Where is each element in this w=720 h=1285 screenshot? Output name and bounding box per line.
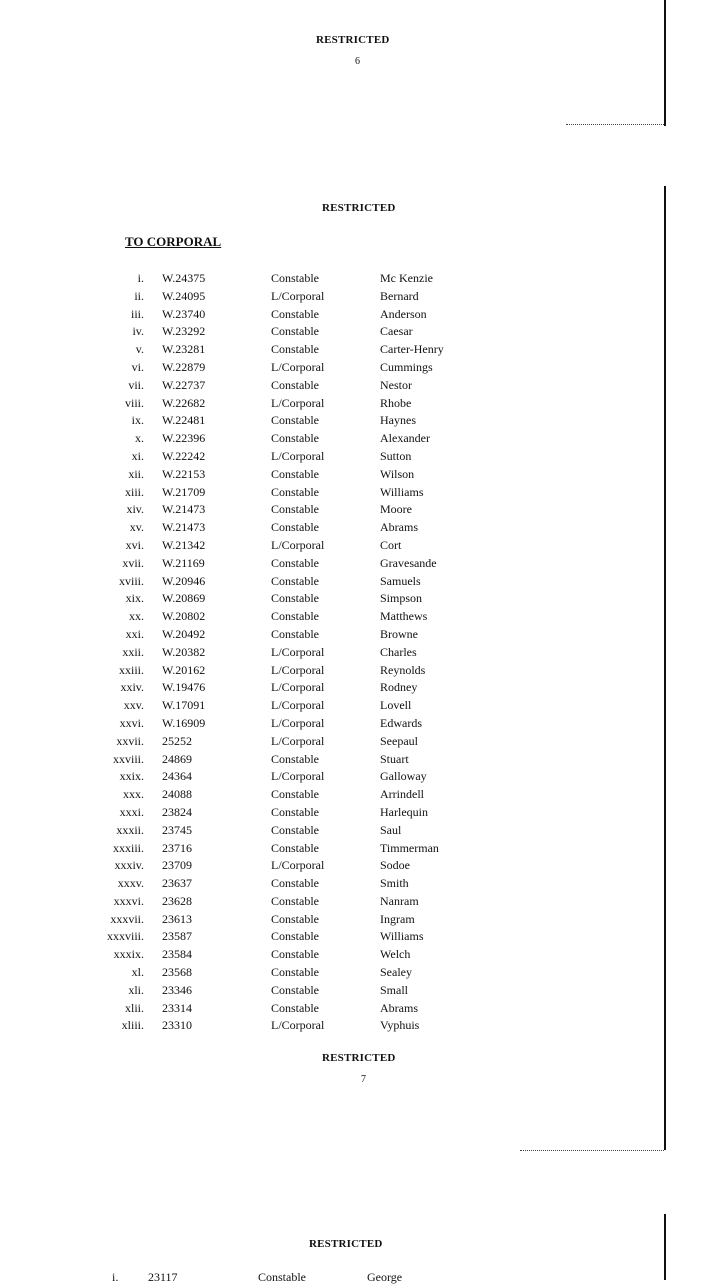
list-item xyxy=(0,946,720,964)
rank: L/Corporal xyxy=(271,395,325,410)
partial-row-name: George xyxy=(367,1270,403,1284)
rank: L/Corporal xyxy=(271,359,325,374)
list-item xyxy=(0,928,720,946)
list-item xyxy=(0,573,720,591)
service-number: W.24095 xyxy=(162,288,206,303)
list-item xyxy=(0,501,720,519)
surname: Sutton xyxy=(380,448,412,463)
surname: Rodney xyxy=(380,680,418,695)
service-number: 23584 xyxy=(162,947,192,962)
row-number: xliii. xyxy=(121,1018,144,1033)
row-number: xxxiv. xyxy=(114,858,144,873)
rank: Constable xyxy=(271,413,319,428)
row-number: ix. xyxy=(131,413,144,428)
service-number: 25252 xyxy=(162,733,192,748)
surname: Ingram xyxy=(380,911,415,926)
list-item xyxy=(0,590,720,608)
rank: Constable xyxy=(271,947,319,962)
rank: Constable xyxy=(271,502,319,517)
service-number: 23745 xyxy=(162,822,192,837)
partial-row-num: i. xyxy=(112,1270,119,1284)
service-number: W.21169 xyxy=(162,555,205,570)
service-number: W.21473 xyxy=(162,502,206,517)
list-item xyxy=(0,893,720,911)
list-item xyxy=(0,804,720,822)
surname: Haynes xyxy=(380,413,416,428)
list-item xyxy=(0,377,720,395)
row-number: xxix. xyxy=(119,769,144,784)
row-number: xxii. xyxy=(122,644,144,659)
rank: Constable xyxy=(271,591,319,606)
rank: Constable xyxy=(271,1000,319,1015)
scan-artifact xyxy=(520,1150,664,1152)
service-number: W.22396 xyxy=(162,431,206,446)
section-title: TO CORPORAL xyxy=(125,234,222,249)
list-item xyxy=(0,306,720,324)
list-item xyxy=(0,341,720,359)
list-item xyxy=(0,626,720,644)
rank: Constable xyxy=(271,609,319,624)
service-number: 24088 xyxy=(162,787,192,802)
row-number: xi. xyxy=(131,448,144,463)
surname: Smith xyxy=(380,876,409,891)
service-number: W.23281 xyxy=(162,342,206,357)
list-item xyxy=(0,608,720,626)
row-number: xxxiii. xyxy=(112,840,144,855)
rank: L/Corporal xyxy=(271,537,325,552)
surname: Abrams xyxy=(380,1000,418,1015)
list-item xyxy=(0,662,720,680)
row-number: xxviii. xyxy=(112,751,144,766)
list-item xyxy=(0,786,720,804)
surname: Harlequin xyxy=(380,804,428,819)
surname: Vyphuis xyxy=(380,1018,420,1033)
row-number: xvii. xyxy=(122,555,144,570)
rank: L/Corporal xyxy=(271,733,325,748)
surname: Timmerman xyxy=(380,840,439,855)
rank: L/Corporal xyxy=(271,715,325,730)
service-number: W.24375 xyxy=(162,271,206,285)
surname: Saul xyxy=(380,822,402,837)
service-number: 23637 xyxy=(162,876,192,891)
list-item xyxy=(0,484,720,502)
rank: Constable xyxy=(271,573,319,588)
list-item xyxy=(0,537,720,555)
surname: Rhobe xyxy=(380,395,412,410)
rank: L/Corporal xyxy=(271,698,325,713)
service-number: 23587 xyxy=(162,929,192,944)
surname: Lovell xyxy=(380,698,412,713)
service-number: W.20802 xyxy=(162,609,206,624)
surname: Anderson xyxy=(380,306,427,321)
rank: Constable xyxy=(271,965,319,980)
list-item xyxy=(0,697,720,715)
scan-artifact xyxy=(566,124,664,126)
service-number: W.21342 xyxy=(162,537,206,552)
service-number: 23628 xyxy=(162,893,192,908)
service-number: 23613 xyxy=(162,911,192,926)
service-number: W.16909 xyxy=(162,715,206,730)
service-number: W.21709 xyxy=(162,484,206,499)
list-item xyxy=(0,768,720,786)
rank: Constable xyxy=(271,431,319,446)
list-item xyxy=(0,964,720,982)
page-header: RESTRICTED xyxy=(322,202,396,214)
rank: L/Corporal xyxy=(271,680,325,695)
surname: Galloway xyxy=(380,769,427,784)
service-number: W.20869 xyxy=(162,591,206,606)
row-number: iv. xyxy=(132,324,144,339)
row-number: vi. xyxy=(131,359,144,374)
list-item xyxy=(0,1000,720,1018)
service-number: W.23740 xyxy=(162,306,206,321)
row-number: xx. xyxy=(129,609,144,624)
rank: Constable xyxy=(271,840,319,855)
row-number: xvi. xyxy=(125,537,144,552)
rank: Constable xyxy=(271,466,319,481)
rank: Constable xyxy=(271,626,319,641)
service-number: 24869 xyxy=(162,751,192,766)
rank: L/Corporal xyxy=(271,288,325,303)
service-number: 23709 xyxy=(162,858,192,873)
list-item xyxy=(0,395,720,413)
surname: Charles xyxy=(380,644,417,659)
row-number: xxxvi. xyxy=(113,893,144,908)
list-item xyxy=(0,1017,720,1035)
row-number: x. xyxy=(135,431,144,446)
rank: Constable xyxy=(271,377,319,392)
surname: Edwards xyxy=(380,715,422,730)
surname: Carter-Henry xyxy=(380,342,444,357)
row-number: xxxvii. xyxy=(110,911,144,926)
surname: Nanram xyxy=(380,893,419,908)
rank: Constable xyxy=(271,876,319,891)
surname: Reynolds xyxy=(380,662,426,677)
service-number: 24364 xyxy=(162,769,192,784)
row-number: xxiv. xyxy=(120,680,144,695)
list-item xyxy=(0,822,720,840)
list-item xyxy=(0,448,720,466)
row-number: vii. xyxy=(128,377,144,392)
row-number: xxi. xyxy=(125,626,144,641)
row-number: xviii. xyxy=(118,573,144,588)
row-number: v. xyxy=(135,342,144,357)
row-number: xxv. xyxy=(123,698,144,713)
rank: L/Corporal xyxy=(271,858,325,873)
service-number: W.22153 xyxy=(162,466,206,481)
page-header-next: RESTRICTED xyxy=(309,1238,383,1250)
row-number: xv. xyxy=(129,520,144,535)
service-number: 23314 xyxy=(162,1000,192,1015)
service-number: W.21473 xyxy=(162,520,206,535)
rank: Constable xyxy=(271,893,319,908)
service-number: W.20162 xyxy=(162,662,206,677)
surname: Caesar xyxy=(380,324,413,339)
rank: Constable xyxy=(271,484,319,499)
rank: Constable xyxy=(271,520,319,535)
partial-row-service: 23117 xyxy=(148,1270,178,1284)
rank: Constable xyxy=(271,306,319,321)
list-item xyxy=(0,733,720,751)
row-number: xli. xyxy=(128,982,144,997)
row-number: xxx. xyxy=(123,787,144,802)
service-number: W.17091 xyxy=(162,698,206,713)
page-footer: RESTRICTED xyxy=(322,1052,396,1064)
service-number: W.22481 xyxy=(162,413,206,428)
list-item xyxy=(0,751,720,769)
row-number: i. xyxy=(137,271,144,285)
page-number-top: 6 xyxy=(355,56,360,67)
surname: Browne xyxy=(380,626,418,641)
rank: Constable xyxy=(271,911,319,926)
surname: Williams xyxy=(380,484,424,499)
service-number: 23568 xyxy=(162,965,192,980)
page-header-top: RESTRICTED xyxy=(316,34,390,46)
rank: Constable xyxy=(271,342,319,357)
surname: Sodoe xyxy=(380,858,410,873)
rank: Constable xyxy=(271,787,319,802)
row-number: xxxv. xyxy=(117,876,144,891)
row-number: xxxix. xyxy=(113,947,144,962)
rank: Constable xyxy=(271,324,319,339)
surname: Moore xyxy=(380,502,412,517)
service-number: W.22879 xyxy=(162,359,206,374)
surname: Alexander xyxy=(380,431,430,446)
rank: Constable xyxy=(271,555,319,570)
service-number: W.23292 xyxy=(162,324,206,339)
row-number: xix. xyxy=(125,591,144,606)
row-number: xxvii. xyxy=(116,733,144,748)
surname: Welch xyxy=(380,947,411,962)
list-item xyxy=(0,982,720,1000)
service-number: W.20492 xyxy=(162,626,206,641)
surname: Cummings xyxy=(380,359,433,374)
surname: Bernard xyxy=(380,288,419,303)
rank: Constable xyxy=(271,822,319,837)
row-number: xxiii. xyxy=(118,662,144,677)
service-number: 23346 xyxy=(162,982,192,997)
row-number: xlii. xyxy=(124,1000,144,1015)
surname: Simpson xyxy=(380,591,423,606)
rank: Constable xyxy=(271,271,319,285)
service-number: W.20382 xyxy=(162,644,206,659)
list-item xyxy=(0,875,720,893)
surname: Williams xyxy=(380,929,424,944)
service-number: W.22242 xyxy=(162,448,206,463)
list-item xyxy=(0,715,720,733)
page-edge-line xyxy=(664,1214,666,1280)
row-number: xiii. xyxy=(124,484,144,499)
list-item xyxy=(0,323,720,341)
list-item xyxy=(0,270,720,288)
row-number: iii. xyxy=(130,306,144,321)
list-item xyxy=(0,679,720,697)
rank: L/Corporal xyxy=(271,662,325,677)
partial-row-rank: Constable xyxy=(258,1270,306,1284)
rank: L/Corporal xyxy=(271,644,325,659)
list-item xyxy=(0,359,720,377)
surname: Matthews xyxy=(380,609,428,624)
page-number: 7 xyxy=(361,1074,366,1085)
row-number: xxxii. xyxy=(116,822,144,837)
surname: Mc Kenzie xyxy=(380,271,433,285)
surname: Sealey xyxy=(380,965,412,980)
rank: Constable xyxy=(271,982,319,997)
row-number: ii. xyxy=(134,288,144,303)
row-number: xl. xyxy=(131,965,144,980)
row-number: xxvi. xyxy=(119,715,144,730)
list-item xyxy=(0,555,720,573)
surname: Cort xyxy=(380,537,402,552)
rank: Constable xyxy=(271,751,319,766)
rank: Constable xyxy=(271,804,319,819)
rank: L/Corporal xyxy=(271,448,325,463)
list-item xyxy=(0,840,720,858)
list-item xyxy=(0,857,720,875)
rank: L/Corporal xyxy=(271,1018,325,1033)
service-number: W.22737 xyxy=(162,377,206,392)
page-edge-line xyxy=(664,0,666,126)
promotion-list xyxy=(0,270,720,1035)
surname: Nestor xyxy=(380,377,412,392)
surname: Samuels xyxy=(380,573,421,588)
service-number: W.19476 xyxy=(162,680,206,695)
service-number: 23824 xyxy=(162,804,192,819)
surname: Wilson xyxy=(380,466,415,481)
list-item xyxy=(0,412,720,430)
surname: Arrindell xyxy=(380,787,424,802)
list-item xyxy=(0,519,720,537)
list-item xyxy=(0,911,720,929)
rank: Constable xyxy=(271,929,319,944)
service-number: 23716 xyxy=(162,840,192,855)
row-number: xxxi. xyxy=(119,804,144,819)
row-number: xii. xyxy=(128,466,144,481)
service-number: W.20946 xyxy=(162,573,206,588)
surname: Small xyxy=(380,982,409,997)
service-number: W.22682 xyxy=(162,395,206,410)
surname: Stuart xyxy=(380,751,409,766)
list-item xyxy=(0,466,720,484)
rank: L/Corporal xyxy=(271,769,325,784)
list-item xyxy=(0,644,720,662)
surname: Seepaul xyxy=(380,733,418,748)
list-item xyxy=(0,288,720,306)
surname: Gravesande xyxy=(380,555,437,570)
surname: Abrams xyxy=(380,520,418,535)
row-number: viii. xyxy=(124,395,144,410)
row-number: xxxviii. xyxy=(106,929,144,944)
row-number: xiv. xyxy=(126,502,144,517)
service-number: 23310 xyxy=(162,1018,192,1033)
list-item xyxy=(0,430,720,448)
